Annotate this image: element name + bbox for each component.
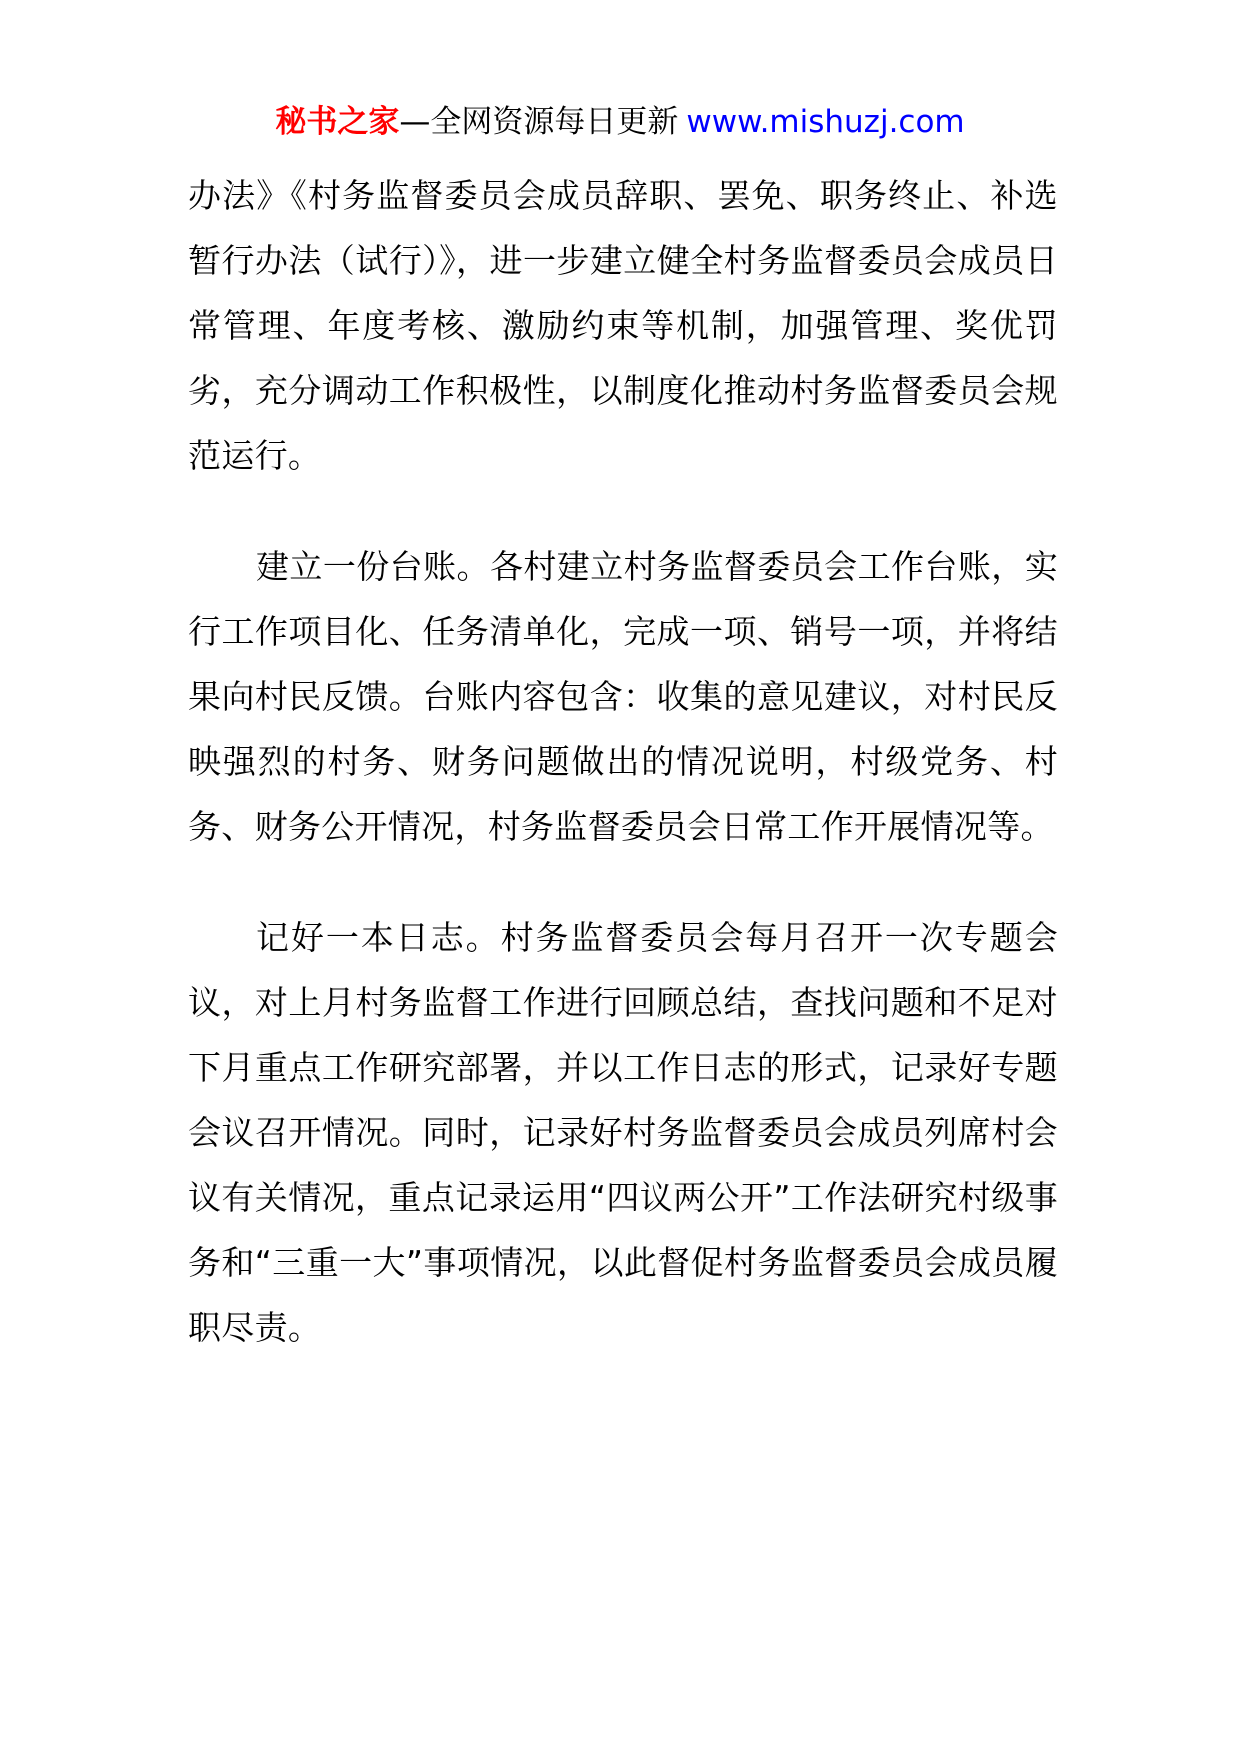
page-header xyxy=(0,100,1240,144)
brand-name: 秘书之家 xyxy=(275,104,400,140)
document-body xyxy=(188,163,1058,1406)
header-tagline: —全网资源每日更新 xyxy=(399,104,679,140)
paragraph-log: 记好一本日志。村务监督委员会每月召开一次专题会议，对上月村务监督工作进行回顾总结，查找问题和不足对下月重点工作研究部署，并以工作日志的形式，记录好专题会议召开情况。同时，记录好村务监督委员会成员列席村会议有关情况，重点记录运用“四议两公开”工作法研究村级事务和“三重一大”事项情况，以此督促村务监督委员会成员履职尽责。 xyxy=(188,918,1058,1347)
paragraph-continuation: 办法》《村务监督委员会成员辞职、罢免、职务终止、补选暂行办法（试行）》，进一步建立健全村务监督委员会成员日常管理、年度考核、激励约束等机制，加强管理、奖优罚劣，充分调动工作积极性，以制度化推动村务监督委员会规范运行。 xyxy=(188,176,1058,475)
paragraph-ledger: 建立一份台账。各村建立村务监督委员会工作台账，实行工作项目化、任务清单化，完成一项、销号一项，并将结果向村民反馈。台账内容包含：收集的意见建议，对村民反映强烈的村务、财务问题做出的情况说明，村级党务、村务、财务公开情况，村务监督委员会日常工作开展情况等。 xyxy=(188,547,1058,846)
site-url-link[interactable]: www.mishuzj.com xyxy=(686,104,965,140)
